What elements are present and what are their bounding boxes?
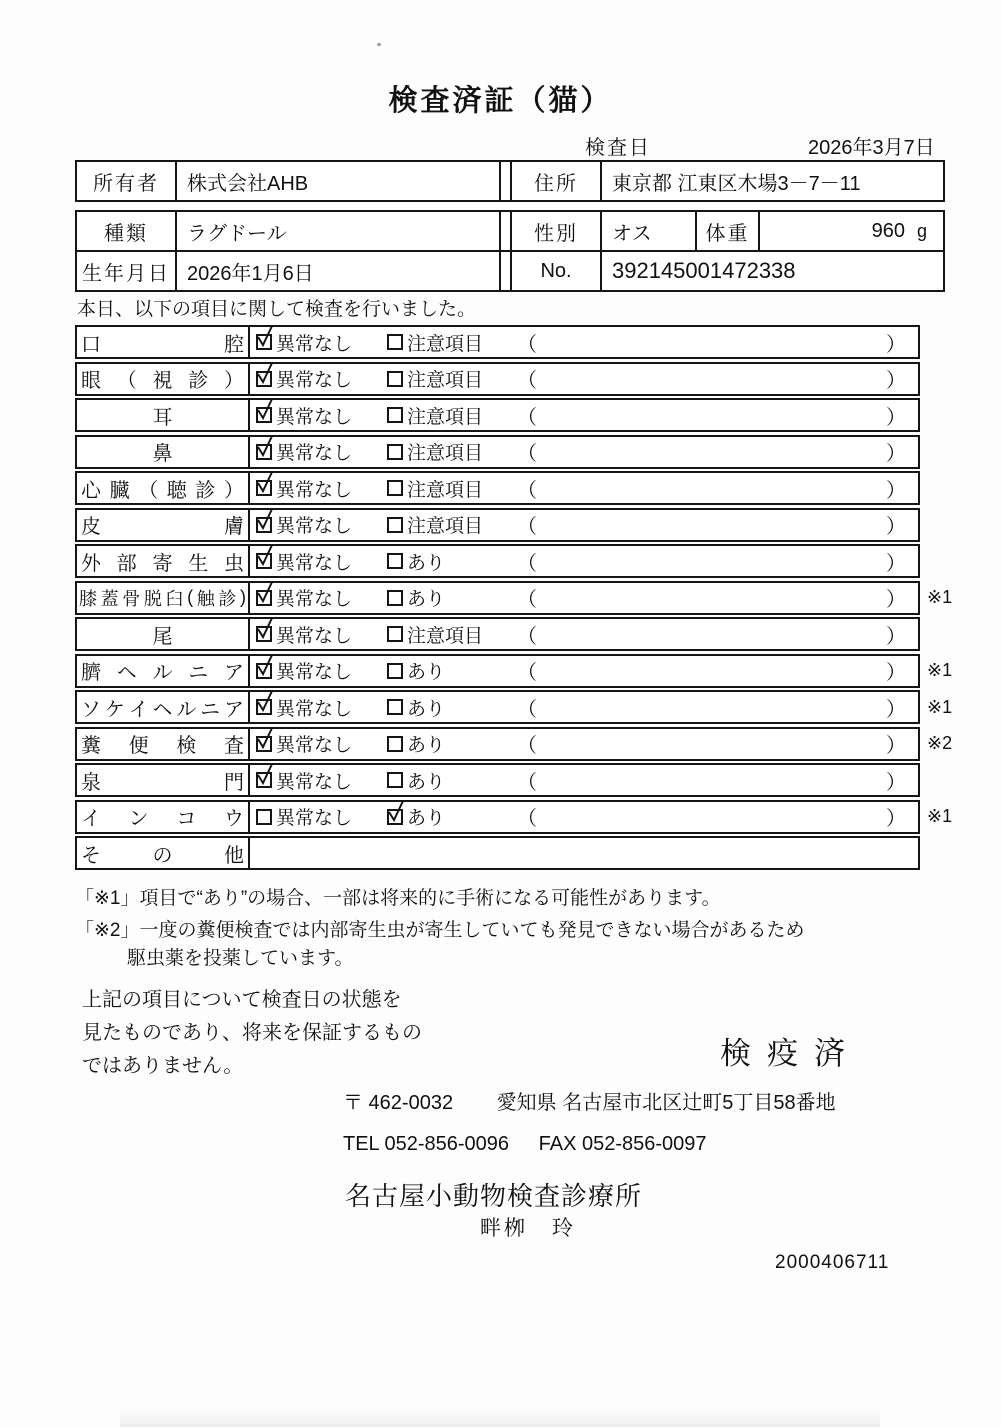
exam-row [75, 508, 920, 542]
checkmark-icon [255, 360, 275, 386]
paren-open: （ [517, 406, 537, 429]
exam-row-content [250, 802, 918, 832]
owner-row [77, 162, 943, 200]
checkmark [255, 323, 275, 349]
exam-item-char: 査 [223, 735, 244, 757]
quarantine-passed-stamp: 検疫済 [720, 1036, 861, 1071]
checked-checkbox [256, 517, 272, 533]
exam-table [75, 325, 953, 873]
checkmark [255, 469, 275, 495]
exam-option-label: あり [407, 589, 446, 610]
exam-item-char: の [152, 844, 173, 867]
owner-value: 株式会社AHB [177, 162, 501, 200]
paren-open: （ [517, 735, 537, 757]
exam-date-value: 2026年3月7日 [808, 137, 935, 159]
exam-row-content [250, 364, 918, 394]
unchecked-checkbox [387, 407, 403, 423]
exam-row [75, 836, 920, 870]
checkmark [255, 360, 275, 386]
unchecked-checkbox [387, 444, 403, 460]
serial-number: 2000406711 [775, 1252, 890, 1273]
checkmark-icon [255, 761, 275, 787]
exam-row-content [250, 583, 918, 613]
exam-row [75, 435, 920, 469]
checked-checkbox [256, 772, 272, 788]
species-row [77, 212, 943, 250]
unchecked-checkbox [387, 480, 403, 496]
exam-item-char: ケ [104, 698, 125, 721]
clinic-phone-line [343, 1133, 707, 1156]
exam-row-content [250, 656, 918, 686]
exam-item-char: 耳 [152, 406, 173, 429]
paren-open: （ [517, 808, 537, 830]
paren-open: （ [517, 370, 537, 392]
paren-close: ） [886, 370, 906, 392]
birth-value: 2026年1月6日 [177, 252, 501, 290]
exam-item-char: 骨 [122, 588, 141, 609]
exam-option-label: 異常なし [276, 771, 353, 793]
unchecked-checkbox [256, 809, 272, 825]
exam-option-label: 異常なし [276, 735, 353, 756]
footnote-2-continued: 駆虫薬を投薬しています。 [127, 948, 354, 969]
exam-item-label [77, 838, 250, 868]
footnote-2: 「※2」一度の糞便検査では内部寄生虫が寄生していても発見できない場合があるため [75, 920, 805, 941]
paren-open: （ [517, 443, 537, 465]
exam-item-char: （ [116, 370, 137, 392]
exam-option [387, 656, 445, 686]
exam-option [387, 400, 483, 430]
exam-item-char: 虫 [224, 552, 244, 575]
exam-option [387, 473, 483, 503]
exam-item-char: 口 [81, 333, 101, 356]
exam-option [387, 327, 483, 357]
exam-option [256, 765, 352, 795]
exam-option-label: あり [407, 735, 446, 756]
exam-option [387, 583, 445, 613]
exam-item-char: 鼻 [152, 443, 173, 465]
checked-checkbox [256, 626, 272, 642]
checkmark-icon [255, 615, 275, 641]
exam-option-label: 注意項目 [407, 479, 484, 501]
exam-item-char: 生 [188, 552, 209, 575]
sex-value: オス [602, 212, 697, 250]
exam-option-label: 異常なし [276, 662, 353, 683]
exam-item-char: ウ [223, 808, 244, 830]
animal-info-table [75, 210, 945, 292]
exam-item-char: ア [223, 698, 244, 721]
exam-item-char: 便 [128, 735, 149, 757]
exam-item-char: ヘ [152, 698, 173, 721]
exam-item-char: 臼 [165, 588, 184, 609]
exam-option-label: あり [407, 808, 446, 829]
exam-item-char: ニ [200, 698, 221, 721]
exam-option-label: 異常なし [276, 808, 353, 829]
paren-open: （ [517, 589, 537, 611]
exam-row [75, 727, 953, 761]
exam-item-char: 皮 [81, 516, 101, 538]
exam-row [75, 325, 920, 359]
exam-row-content [250, 510, 918, 540]
exam-option-label: 異常なし [276, 370, 353, 391]
exam-item-label [77, 473, 250, 503]
exam-item-label [77, 583, 250, 613]
checkmark-icon [255, 323, 275, 349]
clinic-postal-code: 〒 462-0032 [343, 1092, 454, 1114]
exam-item-char: 診 [195, 479, 216, 502]
disclaimer-line-1: 上記の項目について検査日の状態を [82, 989, 402, 1011]
exam-item-char: ) [240, 587, 246, 607]
exam-item-char: そ [81, 844, 101, 867]
exam-option-label: あり [407, 552, 446, 574]
checkmark [255, 506, 275, 532]
exam-row [75, 544, 920, 578]
checkmark [255, 652, 275, 678]
checkmark-icon [255, 579, 275, 605]
checkmark [255, 615, 275, 641]
checkmark-icon [255, 396, 275, 422]
exam-item-char: 泉 [81, 771, 101, 794]
exam-item-char: ） [223, 479, 244, 502]
reference-mark: ※1 [927, 660, 953, 680]
scan-smudge [120, 1406, 880, 1427]
birth-row [77, 250, 943, 290]
exam-item-char: 心 [81, 479, 101, 502]
exam-item-label [77, 729, 250, 759]
exam-item-char: 寄 [152, 552, 173, 575]
exam-row-content [250, 473, 918, 503]
exam-option [256, 656, 352, 686]
weight-label: 体重 [697, 212, 760, 250]
exam-option [256, 327, 352, 357]
reference-mark: ※1 [927, 696, 953, 717]
exam-item-label [77, 327, 250, 357]
exam-item-char: ( [187, 587, 194, 607]
checkmark [386, 798, 406, 824]
unchecked-checkbox [387, 334, 403, 350]
paren-close: ） [886, 552, 906, 575]
clinic-address-line [343, 1086, 836, 1115]
exam-option [256, 729, 352, 759]
paren-close: ） [886, 625, 906, 648]
checked-checkbox [256, 371, 272, 387]
clinic-fax: FAX 052-856-0097 [538, 1133, 707, 1155]
exam-option [256, 802, 352, 832]
exam-item-char: 膝 [79, 588, 97, 609]
weight-unit: g [916, 220, 927, 241]
exam-item-char: 尾 [152, 625, 173, 648]
checked-checkbox [387, 809, 403, 825]
paren-open: （ [517, 625, 537, 648]
paren-open: （ [517, 552, 537, 575]
owner-table [75, 160, 945, 202]
disclaimer-text [82, 984, 422, 1083]
checkmark [255, 433, 275, 459]
exam-option-label: 異常なし [276, 333, 353, 355]
no-label: No. [512, 252, 602, 290]
exam-item-label [77, 510, 250, 540]
exam-item-char: ニ [188, 662, 209, 684]
checkmark [255, 579, 275, 605]
exam-item-char: 部 [116, 552, 137, 575]
exam-item-char: ン [128, 808, 149, 830]
exam-option [256, 619, 352, 649]
exam-row-content [250, 765, 918, 795]
exam-item-char: イ [128, 698, 149, 721]
exam-option [387, 619, 483, 649]
checked-checkbox [256, 553, 272, 569]
exam-item-char: 聴 [166, 479, 187, 502]
exam-item-label [77, 656, 250, 686]
exam-item-char: イ [81, 808, 101, 830]
exam-item-label [77, 619, 250, 649]
unchecked-checkbox [387, 590, 403, 606]
exam-option [387, 364, 483, 394]
unchecked-checkbox [387, 553, 403, 569]
exam-row-content [250, 692, 918, 722]
checkmark-icon [255, 725, 275, 751]
exam-item-char: ヘ [116, 662, 137, 684]
exam-option-label: 異常なし [276, 698, 353, 720]
unchecked-checkbox [387, 736, 403, 752]
checkmark [255, 688, 275, 714]
exam-item-char: 触 [196, 588, 215, 609]
paren-close: ） [886, 735, 906, 757]
exam-option [256, 546, 352, 576]
paren-close: ） [886, 771, 906, 794]
checked-checkbox [256, 663, 272, 679]
exam-item-char: 診 [188, 370, 209, 392]
checked-checkbox [256, 334, 272, 350]
paren-close: ） [886, 333, 906, 356]
checked-checkbox [256, 480, 272, 496]
exam-item-label [77, 364, 250, 394]
exam-row-content [250, 327, 918, 357]
checked-checkbox [256, 407, 272, 423]
exam-item-label [77, 802, 250, 832]
weight-value: 960 [871, 219, 905, 242]
exam-row [75, 800, 953, 834]
clinic-address: 愛知県 名古屋市北区辻町5丁目58番地 [496, 1092, 836, 1114]
exam-item-char: 他 [224, 844, 244, 867]
unchecked-checkbox [387, 371, 403, 387]
checkmark-icon [255, 469, 275, 495]
exam-option [387, 729, 445, 759]
paren-close: ） [886, 516, 906, 538]
exam-option [387, 765, 445, 795]
checkmark-icon [386, 798, 406, 824]
exam-item-char: ル [176, 698, 197, 721]
exam-row [75, 581, 953, 615]
exam-row [75, 362, 920, 396]
scan-speck [377, 43, 381, 46]
checkmark [255, 761, 275, 787]
sex-label: 性別 [512, 212, 602, 250]
paren-close: ） [886, 479, 906, 502]
paren-open: （ [517, 479, 537, 502]
exam-option [387, 802, 445, 832]
exam-option-label: 異常なし [276, 589, 353, 610]
weight-value-cell [760, 212, 943, 250]
exam-item-char: 診 [218, 588, 237, 609]
veterinarian-name: 畔栁 玲 [480, 1217, 576, 1240]
reference-mark: ※2 [927, 733, 953, 753]
exam-row [75, 654, 953, 688]
checked-checkbox [256, 699, 272, 715]
exam-item-char: 検 [176, 735, 197, 757]
exam-option [387, 510, 483, 540]
exam-item-char: 外 [81, 552, 101, 575]
checkmark [255, 396, 275, 422]
exam-option [387, 692, 445, 722]
exam-option-label: 注意項目 [407, 333, 484, 355]
exam-row [75, 398, 920, 432]
unchecked-checkbox [387, 663, 403, 679]
exam-option-label: あり [407, 662, 446, 683]
footnote-1: 「※1」項目で“あり”の場合、一部は将来的に手術になる可能性があります。 [75, 888, 721, 909]
unchecked-checkbox [387, 517, 403, 533]
exam-item-char: 臓 [109, 479, 130, 502]
exam-option-label: 注意項目 [407, 625, 484, 647]
intro-text: 本日、以下の項目に関して検査を行いました。 [77, 299, 477, 320]
exam-item-char: 糞 [81, 735, 101, 757]
spacer-cell [501, 162, 512, 200]
paren-open: （ [517, 516, 537, 538]
exam-item-char: 視 [152, 370, 173, 392]
exam-row [75, 471, 920, 505]
exam-row [75, 690, 953, 724]
disclaimer-line-2: 見たものであり、将来を保証するもの [82, 1022, 422, 1044]
exam-option-label: 異常なし [276, 516, 353, 537]
exam-row-content [250, 838, 918, 868]
disclaimer-line-3: ではありません。 [82, 1055, 244, 1077]
exam-option [256, 692, 352, 722]
exam-date-label: 検査日 [585, 137, 651, 159]
exam-item-char: 膚 [224, 516, 244, 538]
exam-option-label: 異常なし [276, 552, 353, 574]
exam-item-char: コ [176, 808, 197, 830]
checkmark-icon [255, 506, 275, 532]
exam-item-label [77, 400, 250, 430]
checkmark-icon [255, 542, 275, 568]
paren-close: ） [886, 406, 906, 429]
clinic-tel: TEL 052-856-0096 [343, 1133, 510, 1155]
paren-close: ） [886, 662, 906, 684]
checkmark [255, 542, 275, 568]
paren-open: （ [517, 333, 537, 356]
birth-label: 生年月日 [77, 252, 177, 290]
species-label: 種類 [77, 212, 177, 250]
checkmark-icon [255, 688, 275, 714]
checkmark [255, 725, 275, 751]
exam-item-char: 臍 [81, 662, 101, 684]
exam-option-label: 異常なし [276, 406, 353, 428]
exam-item-char: ソ [81, 698, 101, 721]
unchecked-checkbox [387, 699, 403, 715]
exam-option [387, 437, 483, 467]
checked-checkbox [256, 444, 272, 460]
exam-item-char: ア [224, 662, 244, 684]
exam-item-label [77, 765, 250, 795]
exam-row-content [250, 400, 918, 430]
paren-open: （ [517, 771, 537, 794]
exam-option [256, 437, 352, 467]
exam-item-label [77, 437, 250, 467]
exam-option-label: 異常なし [276, 479, 353, 501]
checkmark-icon [255, 433, 275, 459]
exam-option [256, 400, 352, 430]
reference-mark: ※1 [927, 587, 953, 607]
spacer-cell [501, 212, 512, 250]
exam-item-char: 蓋 [100, 588, 119, 609]
exam-row [75, 617, 920, 651]
paren-close: ） [886, 443, 906, 465]
paren-close: ） [886, 808, 906, 830]
exam-item-label [77, 692, 250, 722]
exam-row [75, 763, 920, 797]
exam-option [387, 546, 445, 576]
spacer-cell [501, 252, 512, 290]
owner-address-label: 住所 [512, 162, 602, 200]
exam-option-label: 異常なし [276, 625, 353, 647]
owner-label: 所有者 [77, 162, 177, 200]
exam-option [256, 364, 352, 394]
exam-item-char: 腔 [224, 333, 244, 356]
exam-item-char: （ [138, 479, 159, 502]
reference-mark: ※1 [927, 806, 953, 826]
page-title: 検査済証（猫） [388, 85, 613, 117]
exam-option-label: あり [407, 771, 446, 793]
checkmark-icon [255, 652, 275, 678]
exam-row-content [250, 546, 918, 576]
exam-row-content [250, 619, 918, 649]
exam-option-label: 注意項目 [407, 443, 484, 464]
exam-option-label: 注意項目 [407, 370, 484, 391]
exam-option [256, 583, 352, 613]
no-value: 392145001472338 [612, 258, 796, 283]
exam-item-char: 門 [224, 771, 244, 794]
owner-address-value: 東京都 江東区木場3－7－11 [612, 172, 861, 195]
clinic-name: 名古屋小動物検査診療所 [345, 1181, 643, 1211]
paren-open: （ [517, 698, 537, 721]
exam-item-char: ） [224, 370, 244, 392]
unchecked-checkbox [387, 626, 403, 642]
exam-item-char: 脱 [143, 588, 162, 609]
species-value: ラグドール [177, 212, 501, 250]
exam-item-char: 眼 [81, 370, 101, 392]
exam-row-content [250, 729, 918, 759]
exam-row-content [250, 437, 918, 467]
exam-item-label [77, 546, 250, 576]
paren-close: ） [886, 698, 906, 721]
exam-option-label: 注意項目 [407, 516, 484, 537]
checked-checkbox [256, 590, 272, 606]
exam-option [256, 473, 352, 503]
exam-option-label: 異常なし [276, 443, 353, 464]
exam-item-char: ル [152, 662, 173, 684]
exam-option-label: あり [407, 698, 446, 720]
exam-option-label: 注意項目 [407, 406, 484, 428]
checked-checkbox [256, 736, 272, 752]
paren-open: （ [517, 662, 537, 684]
unchecked-checkbox [387, 772, 403, 788]
paren-close: ） [886, 589, 906, 611]
exam-option [256, 510, 352, 540]
